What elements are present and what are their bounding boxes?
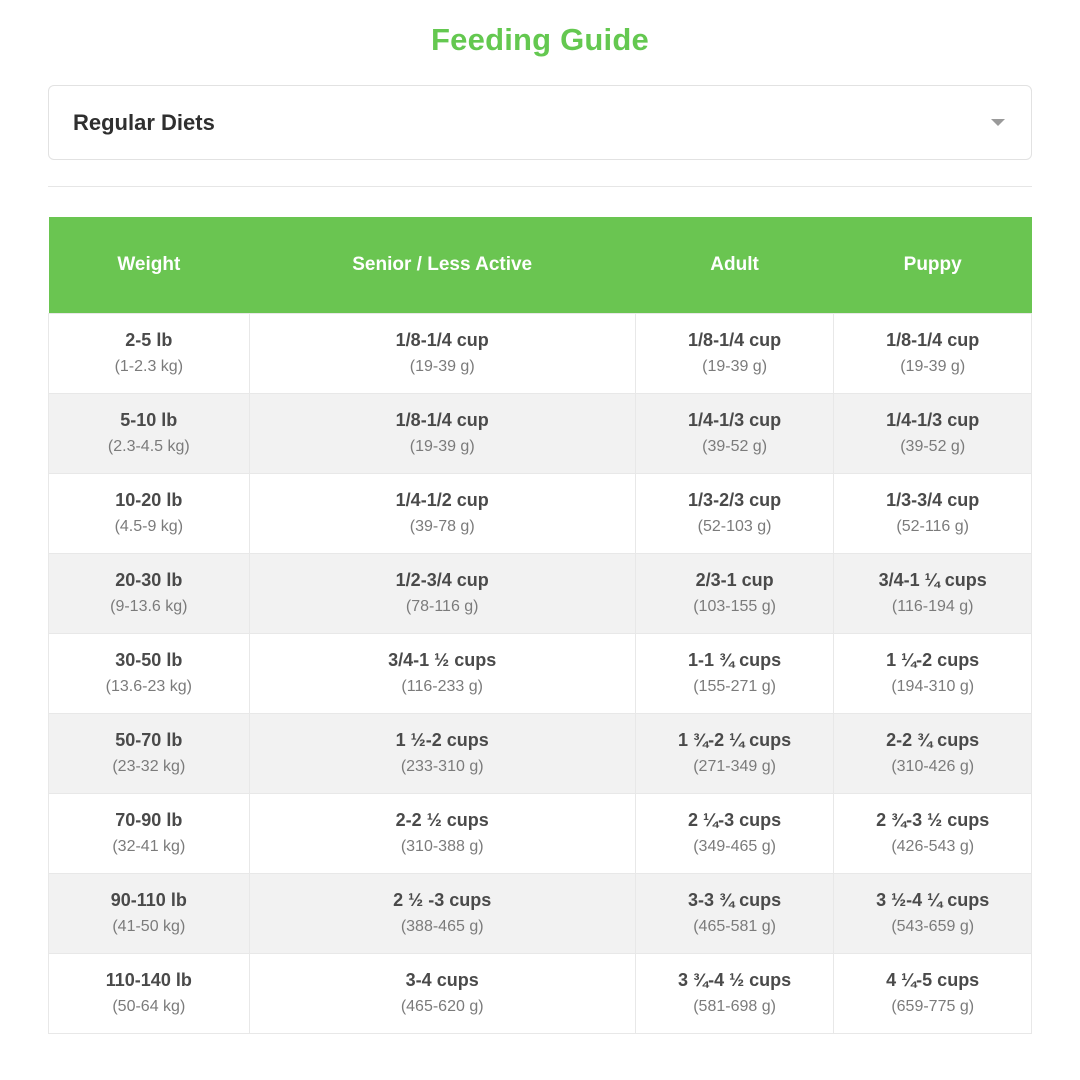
weight-lb: 110-140 lb — [105, 970, 192, 991]
senior-cups: 2 ½ -3 cups — [393, 890, 492, 911]
cell-weight — [49, 313, 250, 393]
puppy-grams: (426-543 g) — [891, 837, 975, 855]
cell-senior — [249, 313, 635, 393]
weight-lb: 50-70 lb — [115, 730, 183, 751]
cell-adult — [635, 633, 834, 713]
cell-puppy — [834, 553, 1032, 633]
senior-grams: (310-388 g) — [400, 837, 484, 855]
adult-cups: 1/3-2/3 cup — [688, 490, 782, 511]
cell-senior — [249, 713, 635, 793]
puppy-cups: 2 ¾-3 ½ cups — [876, 810, 990, 831]
adult-grams: (155-271 g) — [693, 677, 776, 695]
section-divider — [48, 186, 1032, 187]
puppy-cups: 1 ¼-2 cups — [886, 650, 980, 671]
weight-kg: (32-41 kg) — [112, 837, 186, 855]
column-header-adult: Adult — [635, 217, 834, 313]
cell-senior — [249, 393, 635, 473]
cell-adult — [635, 713, 834, 793]
cell-adult — [635, 793, 834, 873]
cell-adult — [635, 953, 834, 1033]
table-row — [49, 553, 1032, 633]
column-header-weight: Weight — [49, 217, 250, 313]
weight-kg: (13.6-23 kg) — [105, 677, 192, 695]
puppy-grams: (543-659 g) — [891, 917, 975, 935]
diet-select[interactable] — [48, 85, 1032, 160]
cell-adult — [635, 313, 834, 393]
cell-senior — [249, 953, 635, 1033]
adult-grams: (581-698 g) — [693, 997, 776, 1015]
adult-cups: 1/4-1/3 cup — [688, 410, 782, 431]
table-body — [49, 313, 1032, 1033]
column-header-senior: Senior / Less Active — [249, 217, 635, 313]
puppy-cups: 2-2 ¾ cups — [886, 730, 980, 751]
weight-kg: (23-32 kg) — [112, 757, 186, 775]
table-row — [49, 793, 1032, 873]
adult-grams: (19-39 g) — [702, 357, 768, 375]
weight-lb: 2-5 lb — [125, 330, 173, 351]
adult-cups: 1/8-1/4 cup — [688, 330, 782, 351]
cell-puppy — [834, 633, 1032, 713]
adult-grams: (271-349 g) — [693, 757, 776, 775]
cell-puppy — [834, 393, 1032, 473]
puppy-grams: (39-52 g) — [900, 437, 966, 455]
adult-cups: 2 ¼-3 cups — [688, 810, 782, 831]
cell-senior — [249, 553, 635, 633]
cell-puppy — [834, 473, 1032, 553]
cell-senior — [249, 473, 635, 553]
adult-cups: 1-1 ¾ cups — [688, 650, 782, 671]
cell-puppy — [834, 873, 1032, 953]
puppy-grams: (310-426 g) — [891, 757, 975, 775]
senior-cups: 1/2-3/4 cup — [395, 570, 489, 591]
cell-senior — [249, 793, 635, 873]
senior-cups: 1/8-1/4 cup — [395, 410, 489, 431]
cell-senior — [249, 873, 635, 953]
puppy-grams: (116-194 g) — [891, 597, 974, 615]
puppy-grams: (19-39 g) — [900, 357, 966, 375]
cell-weight — [49, 553, 250, 633]
diet-select-value: Regular Diets — [73, 109, 215, 135]
senior-grams: (39-78 g) — [409, 517, 475, 535]
adult-cups: 3 ¾-4 ½ cups — [678, 970, 792, 991]
table-row — [49, 313, 1032, 393]
table-row — [49, 393, 1032, 473]
senior-cups: 3-4 cups — [405, 970, 479, 991]
senior-cups: 1/8-1/4 cup — [395, 330, 489, 351]
adult-cups: 2/3-1 cup — [695, 570, 774, 591]
puppy-grams: (659-775 g) — [891, 997, 975, 1015]
adult-grams: (52-103 g) — [697, 517, 772, 535]
puppy-cups: 1/4-1/3 cup — [886, 410, 980, 431]
table-header-row — [49, 217, 1032, 313]
weight-lb: 10-20 lb — [115, 490, 183, 511]
table-row — [49, 473, 1032, 553]
adult-grams: (103-155 g) — [693, 597, 776, 615]
cell-adult — [635, 553, 834, 633]
senior-grams: (233-310 g) — [400, 757, 484, 775]
senior-cups: 1/4-1/2 cup — [395, 490, 489, 511]
weight-kg: (4.5-9 kg) — [114, 517, 184, 535]
weight-kg: (9-13.6 kg) — [110, 597, 188, 615]
cell-weight — [49, 393, 250, 473]
puppy-grams: (52-116 g) — [896, 517, 969, 535]
table-row — [49, 633, 1032, 713]
puppy-cups: 3 ½-4 ¼ cups — [876, 890, 990, 911]
chevron-down-icon — [991, 119, 1005, 126]
table-header — [49, 217, 1032, 313]
cell-puppy — [834, 793, 1032, 873]
weight-lb: 20-30 lb — [115, 570, 183, 591]
weight-lb: 30-50 lb — [115, 650, 183, 671]
adult-cups: 3-3 ¾ cups — [688, 890, 782, 911]
cell-puppy — [834, 313, 1032, 393]
senior-cups: 1 ½-2 cups — [395, 730, 489, 751]
cell-puppy — [834, 953, 1032, 1033]
adult-grams: (349-465 g) — [693, 837, 776, 855]
weight-kg: (1-2.3 kg) — [114, 357, 184, 375]
weight-lb: 5-10 lb — [120, 410, 178, 431]
table-row — [49, 953, 1032, 1033]
cell-weight — [49, 793, 250, 873]
senior-grams: (78-116 g) — [405, 597, 479, 615]
senior-grams: (388-465 g) — [400, 917, 484, 935]
senior-cups: 2-2 ½ cups — [395, 810, 489, 831]
senior-grams: (19-39 g) — [409, 357, 475, 375]
weight-kg: (2.3-4.5 kg) — [107, 437, 190, 455]
adult-grams: (465-581 g) — [693, 917, 776, 935]
senior-cups: 3/4-1 ½ cups — [388, 650, 497, 671]
senior-grams: (19-39 g) — [409, 437, 475, 455]
table-row — [49, 873, 1032, 953]
weight-kg: (41-50 kg) — [112, 917, 186, 935]
cell-weight — [49, 873, 250, 953]
cell-senior — [249, 633, 635, 713]
cell-weight — [49, 473, 250, 553]
cell-adult — [635, 473, 834, 553]
weight-lb: 90-110 lb — [110, 890, 187, 911]
weight-kg: (50-64 kg) — [112, 997, 186, 1015]
senior-grams: (116-233 g) — [401, 677, 483, 695]
adult-cups: 1 ¾-2 ¼ cups — [678, 730, 792, 751]
cell-adult — [635, 393, 834, 473]
column-header-puppy: Puppy — [834, 217, 1032, 313]
page-title: Feeding Guide — [431, 22, 649, 57]
adult-grams: (39-52 g) — [702, 437, 768, 455]
cell-adult — [635, 873, 834, 953]
cell-weight — [49, 633, 250, 713]
weight-lb: 70-90 lb — [115, 810, 183, 831]
feeding-table — [48, 217, 1032, 1034]
cell-weight — [49, 953, 250, 1033]
senior-grams: (465-620 g) — [400, 997, 484, 1015]
puppy-grams: (194-310 g) — [891, 677, 975, 695]
puppy-cups: 1/3-3/4 cup — [886, 490, 980, 511]
puppy-cups: 1/8-1/4 cup — [886, 330, 980, 351]
puppy-cups: 3/4-1 ¼ cups — [878, 570, 987, 591]
table-row — [49, 713, 1032, 793]
cell-puppy — [834, 713, 1032, 793]
puppy-cups: 4 ¼-5 cups — [886, 970, 980, 991]
feeding-table-wrapper — [48, 217, 1032, 1034]
cell-weight — [49, 713, 250, 793]
